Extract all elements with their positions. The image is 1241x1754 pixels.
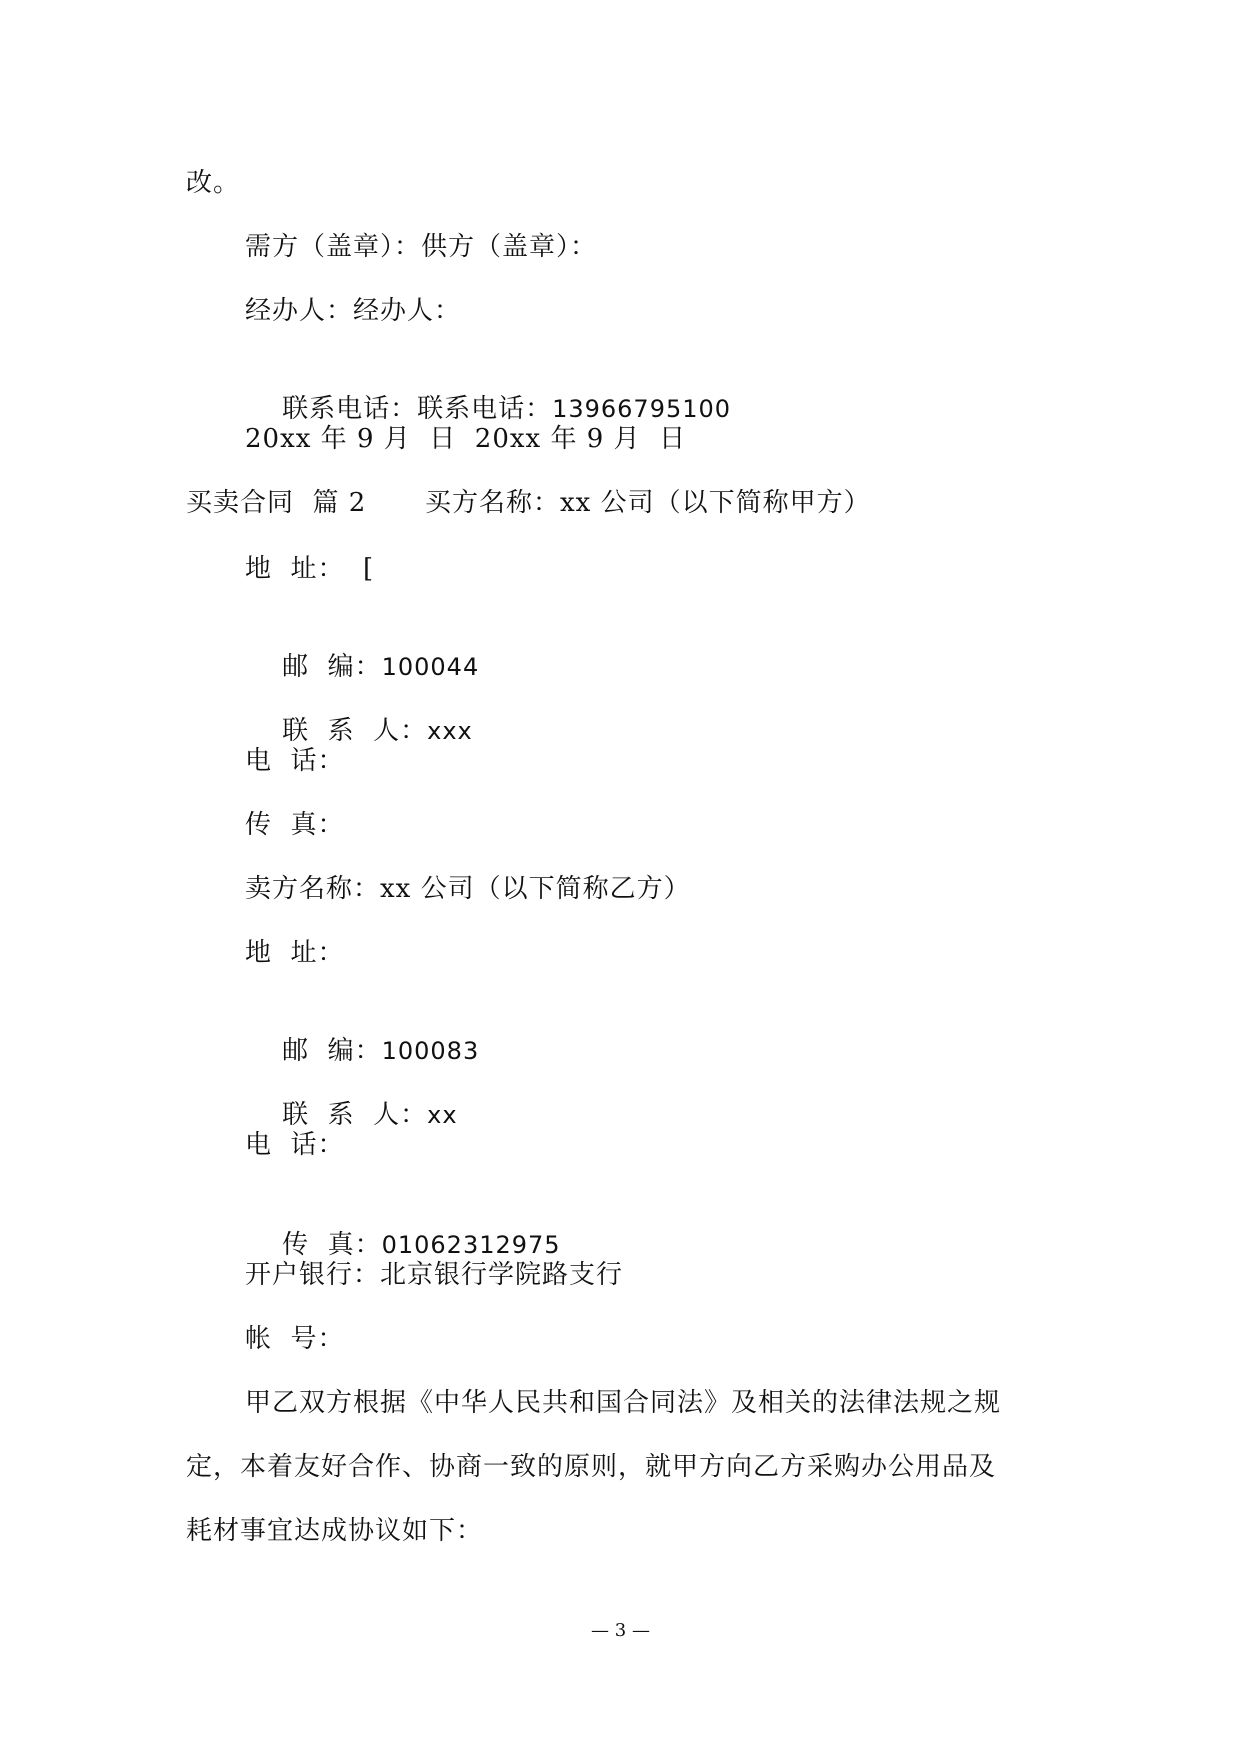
buyer-fax: 传 真： xyxy=(245,810,345,840)
date-line: 20xx 年 9 月 日 20xx 年 9 月 日 xyxy=(245,424,687,454)
postcode-label: 邮 编： xyxy=(282,1036,382,1066)
seller-phone: 电 话： xyxy=(245,1130,345,1160)
fax-label: 传 真： xyxy=(282,1230,382,1260)
seller-name: 卖方名称：xx 公司（以下简称乙方） xyxy=(245,874,691,904)
fax-value: 01062312975 xyxy=(381,1231,561,1259)
page-number: — 3 — xyxy=(591,1620,650,1641)
contact-phone-value: 13966795100 xyxy=(552,395,732,423)
postcode-value: 100083 xyxy=(381,1037,480,1065)
buyer-phone: 电 话： xyxy=(245,746,345,776)
postcode-label: 邮 编： xyxy=(282,652,382,682)
text-line: 需方（盖章）：供方（盖章）： xyxy=(245,232,598,262)
contact-value: xx xyxy=(427,1101,458,1129)
section-heading: 买卖合同 篇 2 xyxy=(186,488,367,518)
text-line: 经办人：经办人： xyxy=(245,296,462,326)
contact-label: 联 系 人： xyxy=(282,716,428,746)
body-paragraph-line: 耗材事宜达成协议如下： xyxy=(186,1516,484,1546)
contact-label: 联 系 人： xyxy=(282,1100,428,1130)
buyer-address: 地 址： [ xyxy=(245,554,375,584)
contact-phone-label: 联系电话：联系电话： xyxy=(282,394,553,424)
buyer-name: 买方名称：xx 公司（以下简称甲方） xyxy=(425,488,871,518)
seller-account: 帐 号： xyxy=(245,1324,345,1354)
contact-value: xxx xyxy=(427,717,473,745)
seller-address: 地 址： xyxy=(245,938,345,968)
text-line: 改。 xyxy=(186,168,241,198)
seller-bank: 开户银行：北京银行学院路支行 xyxy=(245,1260,624,1290)
postcode-value: 100044 xyxy=(381,653,480,681)
body-paragraph-line: 定，本着友好合作、协商一致的原则，就甲方向乙方采购办公用品及 xyxy=(186,1452,997,1482)
body-paragraph-line: 甲乙双方根据《中华人民共和国合同法》及相关的法律法规之规 xyxy=(245,1388,1002,1418)
